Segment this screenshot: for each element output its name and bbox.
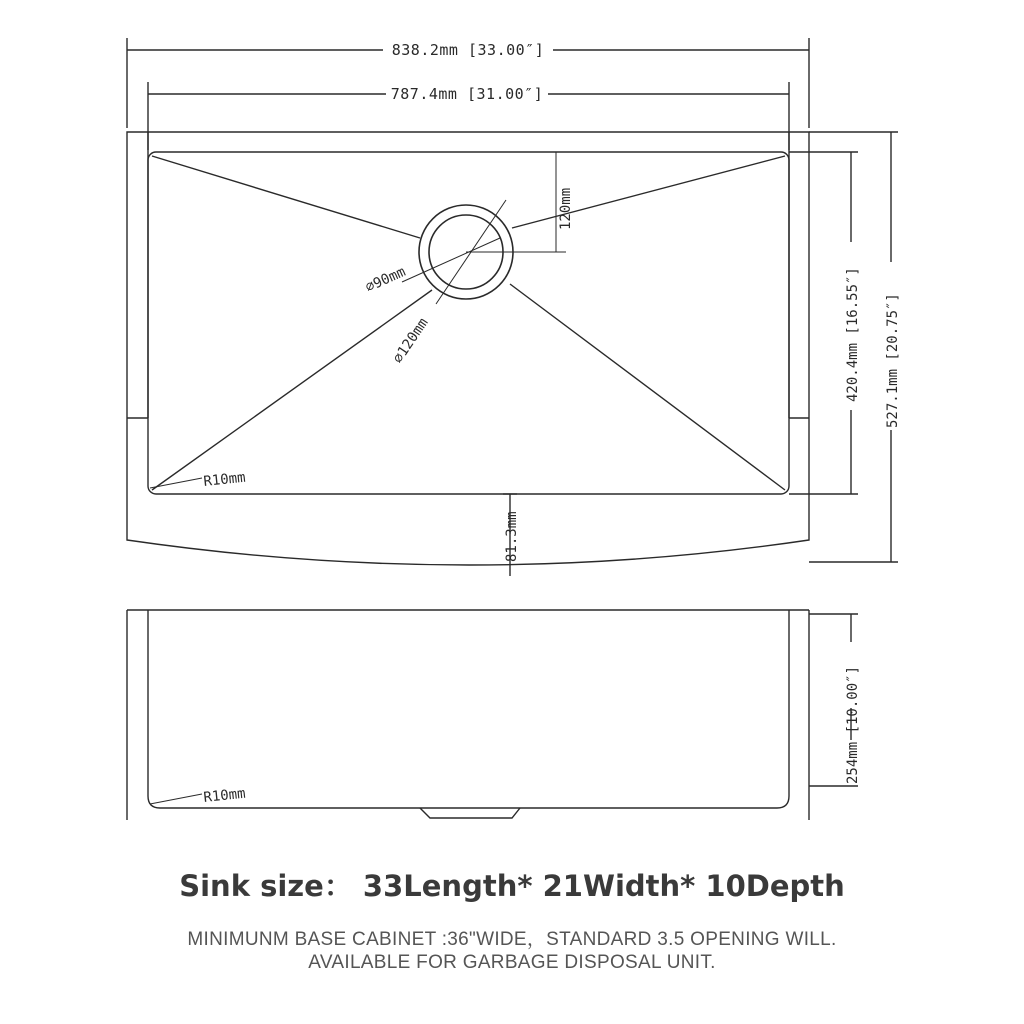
side-corner-radius-label: R10mm: [202, 785, 247, 806]
cabinet-note-line-2: AVAILABLE FOR GARBAGE DISPOSAL UNIT.: [308, 952, 716, 973]
corner-radius-label: R10mm: [202, 469, 247, 490]
apron-depth-label: 81.3mm: [504, 511, 520, 562]
drain-outer-diameter-label: ⌀120mm: [390, 315, 432, 367]
bowl-length-label: 420.4mm [16.55″]: [845, 267, 861, 402]
side-view-drain-bump: [420, 808, 520, 818]
side-radius-leader: [150, 794, 202, 804]
sink-size-title: Sink size： 33Length* 21Width* 10Depth: [179, 869, 845, 903]
drain: [402, 152, 566, 304]
overall-width-label: 838.2mm [33.00″]: [391, 41, 545, 59]
inner-width-label: 787.4mm [31.00″]: [390, 85, 544, 103]
sink-outer-outline: [127, 132, 809, 565]
drain-offset-label: 120mm: [558, 187, 574, 230]
bowl-slope-lines: [152, 156, 785, 490]
cabinet-note-line-1: MINIMUNM BASE CABINET :36"WIDE，STANDARD 3.5 OPENING WILL.: [187, 929, 837, 950]
drain-inner-diameter-label: ⌀90mm: [363, 263, 409, 296]
corner-radius-leader: [150, 478, 202, 488]
depth-label: 254mm [10.00″]: [845, 665, 861, 784]
overall-length-label: 527.1mm [20.75″]: [885, 293, 901, 428]
bowl-outline: [148, 152, 789, 494]
